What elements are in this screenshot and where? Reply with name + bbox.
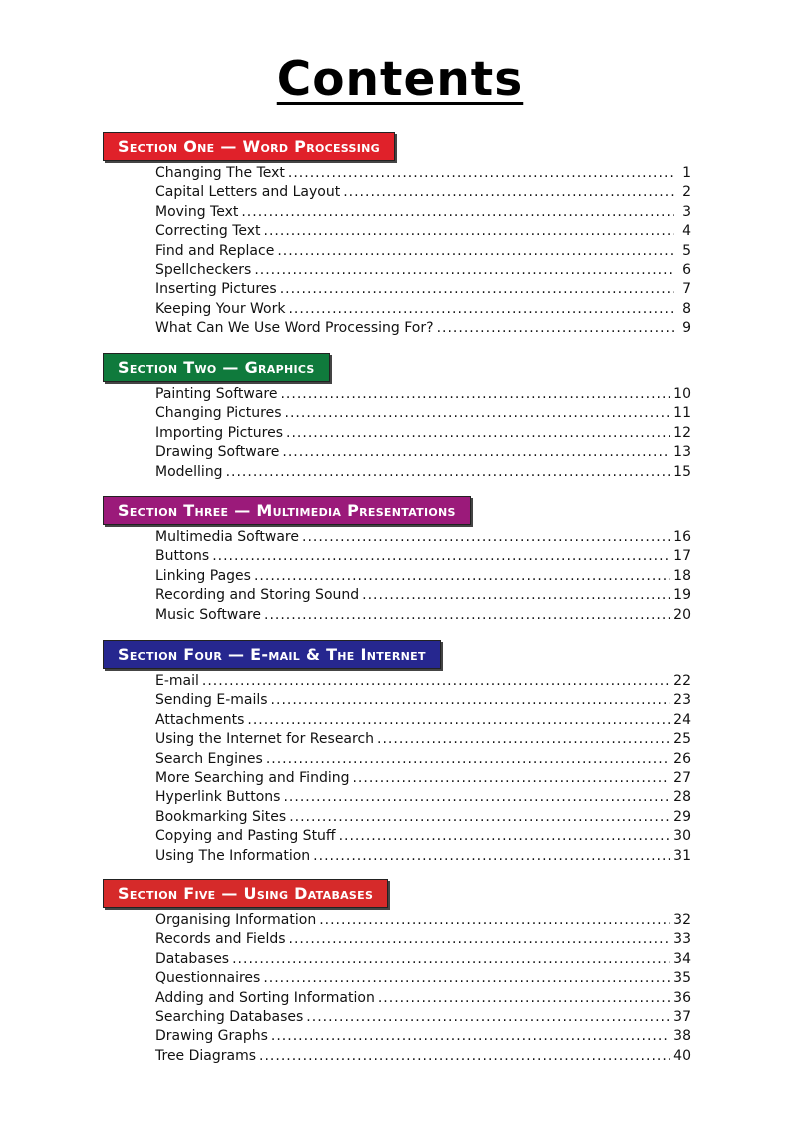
dot-leader — [264, 606, 670, 625]
toc-entry-page: 36 — [673, 989, 691, 1006]
toc-entry-page: 13 — [673, 444, 691, 461]
toc-entry-page: 2 — [682, 184, 691, 201]
toc-entry — [155, 989, 691, 1008]
dot-leader — [277, 242, 674, 261]
dot-leader — [378, 989, 670, 1008]
toc-entry-page: 3 — [682, 203, 691, 220]
dot-leader — [280, 280, 674, 299]
toc-entry-page: 23 — [673, 692, 691, 709]
dot-leader — [377, 730, 670, 749]
dot-leader — [288, 164, 674, 183]
toc-entry — [155, 385, 691, 404]
toc-entry — [155, 827, 691, 846]
toc-entry-page: 8 — [682, 300, 691, 317]
toc-entry-title: Databases — [155, 950, 230, 967]
toc-entry-page: 22 — [673, 673, 691, 689]
toc-entry — [155, 586, 691, 605]
toc-entry-page: 30 — [673, 828, 691, 845]
toc-entry-title: Buttons — [155, 548, 210, 565]
toc-entry — [155, 280, 691, 299]
toc-entry-page: 35 — [673, 970, 691, 987]
toc-entry-title: Using the Internet for Research — [155, 731, 375, 748]
toc-entry-title: Searching Databases — [155, 1008, 304, 1025]
toc-entry-page: 4 — [682, 223, 691, 240]
toc-entry — [155, 463, 691, 482]
toc-entry-page: 37 — [673, 1008, 691, 1025]
dot-leader — [271, 691, 671, 710]
toc-entry-page: 17 — [673, 548, 691, 565]
toc-entry-page: 24 — [673, 711, 691, 728]
dot-leader — [259, 1047, 670, 1066]
toc-entry — [155, 443, 691, 462]
toc-entry-page: 5 — [682, 242, 691, 259]
dot-leader — [437, 319, 674, 338]
dot-leader — [241, 203, 674, 222]
toc-entry-page: 31 — [673, 847, 691, 864]
section-four — [103, 640, 691, 866]
dot-leader — [319, 911, 670, 930]
section-five — [103, 879, 691, 1066]
toc-entry-title: Questionnaires — [155, 970, 261, 987]
dot-leader — [283, 788, 670, 807]
toc-entry-title: Painting Software — [155, 386, 278, 402]
toc-entry-page: 7 — [682, 281, 691, 298]
toc-entry — [155, 847, 691, 866]
section-banner: Section Five — Using Databases — [103, 879, 388, 908]
toc-entry-page: 12 — [673, 424, 691, 441]
toc-entry-title: Spellcheckers — [155, 261, 252, 278]
toc-entry — [155, 691, 691, 710]
toc-entry — [155, 404, 691, 423]
toc-entry-page: 28 — [673, 789, 691, 806]
toc-entry-title: Hyperlink Buttons — [155, 789, 281, 806]
toc-entry-page: 40 — [673, 1047, 691, 1064]
toc-entry-title: Adding and Sorting Information — [155, 989, 375, 1006]
toc-entry-title: Organising Information — [155, 912, 317, 928]
section-one — [103, 132, 691, 339]
section-entries — [155, 385, 691, 482]
toc-entry-page: 1 — [682, 165, 691, 181]
toc-entry — [155, 424, 691, 443]
toc-entry — [155, 242, 691, 261]
section-entries — [155, 911, 691, 1066]
toc-entry — [155, 606, 691, 625]
toc-entry-page: 10 — [673, 386, 691, 402]
dot-leader — [280, 385, 670, 404]
dot-leader — [271, 1027, 670, 1046]
section-three — [103, 496, 691, 625]
toc-entry — [155, 261, 691, 280]
dot-leader — [352, 769, 670, 788]
toc-entry-page: 29 — [673, 808, 691, 825]
toc-entry — [155, 769, 691, 788]
dot-leader — [247, 711, 670, 730]
toc-entry-title: Attachments — [155, 711, 245, 728]
toc-entry-title: Inserting Pictures — [155, 281, 277, 298]
section-entries — [155, 164, 691, 339]
toc-entry-page: 18 — [673, 567, 691, 584]
toc-entry-title: Changing The Text — [155, 165, 285, 181]
toc-entry-title: Records and Fields — [155, 931, 286, 948]
toc-entry-page: 19 — [673, 587, 691, 604]
toc-entry-page: 11 — [673, 405, 691, 422]
dot-leader — [282, 443, 670, 462]
section-entries — [155, 528, 691, 625]
toc-entry — [155, 183, 691, 202]
toc-entry-page: 32 — [673, 912, 691, 928]
toc-entry — [155, 567, 691, 586]
page-title: Contents — [276, 52, 524, 107]
toc-entry-title: Modelling — [155, 463, 223, 480]
toc-entry-title: Tree Diagrams — [155, 1047, 257, 1064]
toc-entry — [155, 711, 691, 730]
toc-entry-title: Drawing Software — [155, 444, 280, 461]
toc-entry — [155, 730, 691, 749]
toc-entry-page: 6 — [682, 261, 691, 278]
toc-entry-title: Find and Replace — [155, 242, 275, 259]
toc-entry-title: Recording and Storing Sound — [155, 587, 360, 604]
dot-leader — [212, 547, 670, 566]
toc-entry-page: 34 — [673, 950, 691, 967]
toc-entry — [155, 950, 691, 969]
toc-entry — [155, 319, 691, 338]
dot-leader — [343, 183, 674, 202]
toc-entry — [155, 969, 691, 988]
toc-entry-title: Capital Letters and Layout — [155, 184, 341, 201]
toc-entry — [155, 300, 691, 319]
dot-leader — [288, 300, 674, 319]
toc-entry-page: 25 — [673, 731, 691, 748]
page-title-wrapper — [0, 52, 800, 107]
toc-entry-title: Copying and Pasting Stuff — [155, 828, 336, 845]
section-banner: Section Three — Multimedia Presentations — [103, 496, 471, 525]
toc-entry-title: Sending E-mails — [155, 692, 268, 709]
toc-entry-title: E-mail — [155, 673, 199, 689]
toc-entry-title: Music Software — [155, 606, 261, 623]
toc-entry-title: Multimedia Software — [155, 529, 299, 545]
dot-leader — [263, 969, 670, 988]
toc-entry-title: Drawing Graphs — [155, 1028, 268, 1045]
toc-entry — [155, 547, 691, 566]
dot-leader — [362, 586, 670, 605]
toc-entry-title: Linking Pages — [155, 567, 251, 584]
toc-entry-page: 26 — [673, 750, 691, 767]
section-entries — [155, 672, 691, 866]
dot-leader — [254, 567, 670, 586]
toc-entry-title: Moving Text — [155, 203, 239, 220]
dot-leader — [202, 672, 670, 691]
toc-entry — [155, 203, 691, 222]
toc-entry-title: Changing Pictures — [155, 405, 282, 422]
toc-entry — [155, 1008, 691, 1027]
toc-entry-page: 9 — [682, 320, 691, 337]
toc-entry-page: 27 — [673, 769, 691, 786]
toc-entry — [155, 911, 691, 930]
toc-entry — [155, 1047, 691, 1066]
toc-entry-page: 38 — [673, 1028, 691, 1045]
section-banner: Section Four — E-mail & The Internet — [103, 640, 441, 669]
toc-entry-title: Search Engines — [155, 750, 263, 767]
dot-leader — [286, 424, 670, 443]
toc-entry — [155, 808, 691, 827]
dot-leader — [306, 1008, 670, 1027]
toc-entry — [155, 672, 691, 691]
toc-entry-title: Bookmarking Sites — [155, 808, 287, 825]
dot-leader — [254, 261, 674, 280]
section-banner: Section One — Word Processing — [103, 132, 395, 161]
toc-entry — [155, 788, 691, 807]
toc-entry-title: What Can We Use Word Processing For? — [155, 320, 434, 337]
dot-leader — [313, 847, 670, 866]
toc-entry-page: 20 — [673, 606, 691, 623]
dot-leader — [232, 950, 670, 969]
dot-leader — [289, 930, 671, 949]
section-banner: Section Two — Graphics — [103, 353, 330, 382]
toc-entry — [155, 528, 691, 547]
dot-leader — [285, 404, 671, 423]
toc-entry-title: Using The Information — [155, 847, 311, 864]
toc-entry — [155, 750, 691, 769]
toc-entry — [155, 1027, 691, 1046]
dot-leader — [302, 528, 670, 547]
dot-leader — [266, 750, 670, 769]
toc-entry-title: Correcting Text — [155, 223, 261, 240]
toc-entry-page: 33 — [673, 931, 691, 948]
toc-entry — [155, 930, 691, 949]
toc-entry-title: Keeping Your Work — [155, 300, 286, 317]
toc-entry-page: 16 — [673, 529, 691, 545]
dot-leader — [264, 222, 674, 241]
dot-leader — [289, 808, 670, 827]
toc-entry — [155, 164, 691, 183]
toc-entry-title: Importing Pictures — [155, 424, 284, 441]
toc-entry — [155, 222, 691, 241]
dot-leader — [226, 463, 671, 482]
toc-entry-title: More Searching and Finding — [155, 769, 350, 786]
dot-leader — [339, 827, 671, 846]
section-two — [103, 353, 691, 482]
toc-entry-page: 15 — [673, 463, 691, 480]
